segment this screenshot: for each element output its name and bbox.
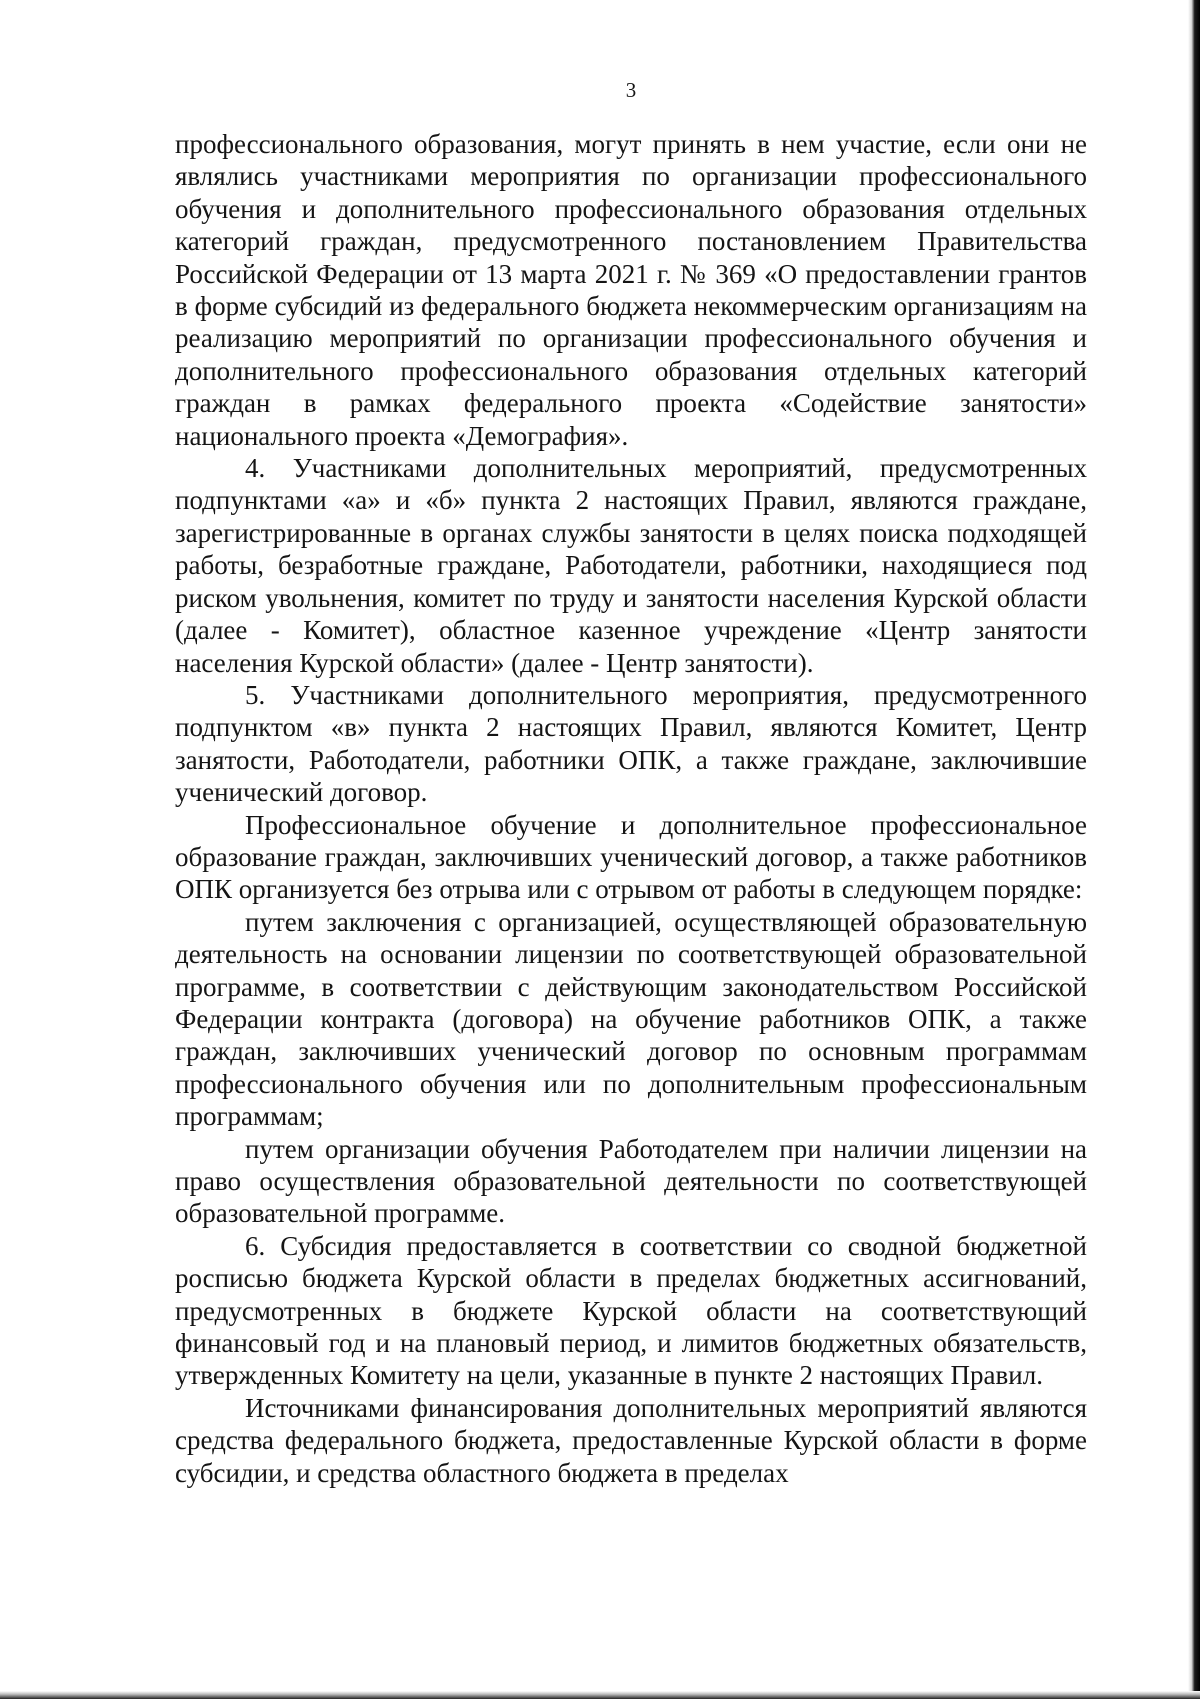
- paragraph-training-order: Профессиональное обучение и дополнительное профессиональное образование граждан, заключивших ученический договор, а также работников ОПК организуется без отрыва или с отрывом от работы в следующем порядке:: [175, 809, 1087, 905]
- scan-shadow-bottom: [0, 1691, 1200, 1699]
- scan-shadow-right: [1188, 0, 1200, 1699]
- paragraph-funding-sources: Источниками финансирования дополнительных мероприятий являются средства федерального бюджета, предоставленные Курской области в форме субсидии, и средства областного бюджета в пределах: [175, 1392, 1087, 1488]
- paragraph-continuation: профессионального образования, могут принять в нем участие, если они не являлись участниками мероприятия по организации профессионального обучения и дополнительного профессионального образования отдельных категорий граждан, предусмотренного постановлением Правительства Российской Федерации от 13 марта 2021 г. № 369 «О предоставлении грантов в форме субсидий из федерального бюджета некоммерческим организациям на реализацию мероприятий по организации профессионального обучения и дополнительного профессионального образования отдельных категорий граждан в рамках федерального проекта «Содействие занятости» национального проекта «Демография».: [175, 129, 1087, 451]
- page-number: 3: [625, 78, 637, 102]
- paragraph-item-4: 4. Участниками дополнительных мероприятий, предусмотренных подпунктами «а» и «б» пункта 2 настоящих Правил, являются граждане, зарегистрированные в органах службы занятости в целях поиска подходящей работы, безработные граждане, Работодатели, работники, находящиеся под риском увольнения, комитет по труду и занятости населения Курской области (далее - Комитет), областное казенное учреждение «Центр занятости населения Курской области» (далее - Центр занятости).: [175, 453, 1087, 678]
- paragraph-item-5: 5. Участниками дополнительного мероприятия, предусмотренного подпунктом «в» пункта 2 настоящих Правил, являются Комитет, Центр занятости, Работодатели, работники ОПК, а также граждане, заключившие ученический договор.: [175, 679, 1087, 808]
- paragraph-employer-method: путем организации обучения Работодателем при наличии лицензии на право осуществления образовательной деятельности по соответствующей образовательной программе.: [175, 1133, 1087, 1229]
- paragraph-contract-method: путем заключения с организацией, осуществляющей образовательную деятельность на основании лицензии по соответствующей образовательной программе, в соответствии с действующим законодательством Российской Федерации контракта (договора) на обучение работников ОПК, а также граждан, заключивших ученический договор по основным программам профессионального обучения или по дополнительным профессиональным программам;: [175, 906, 1087, 1132]
- paragraph-item-6: 6. Субсидия предоставляется в соответствии со сводной бюджетной росписью бюджета Курской области в пределах бюджетных ассигнований, предусмотренных в бюджете Курской области на соответствующий финансовый год и на плановый период, и лимитов бюджетных обязательств, утвержденных Комитету на цели, указанные в пункте 2 настоящих Правил.: [175, 1230, 1087, 1391]
- document-page: [175, 72, 1087, 1489]
